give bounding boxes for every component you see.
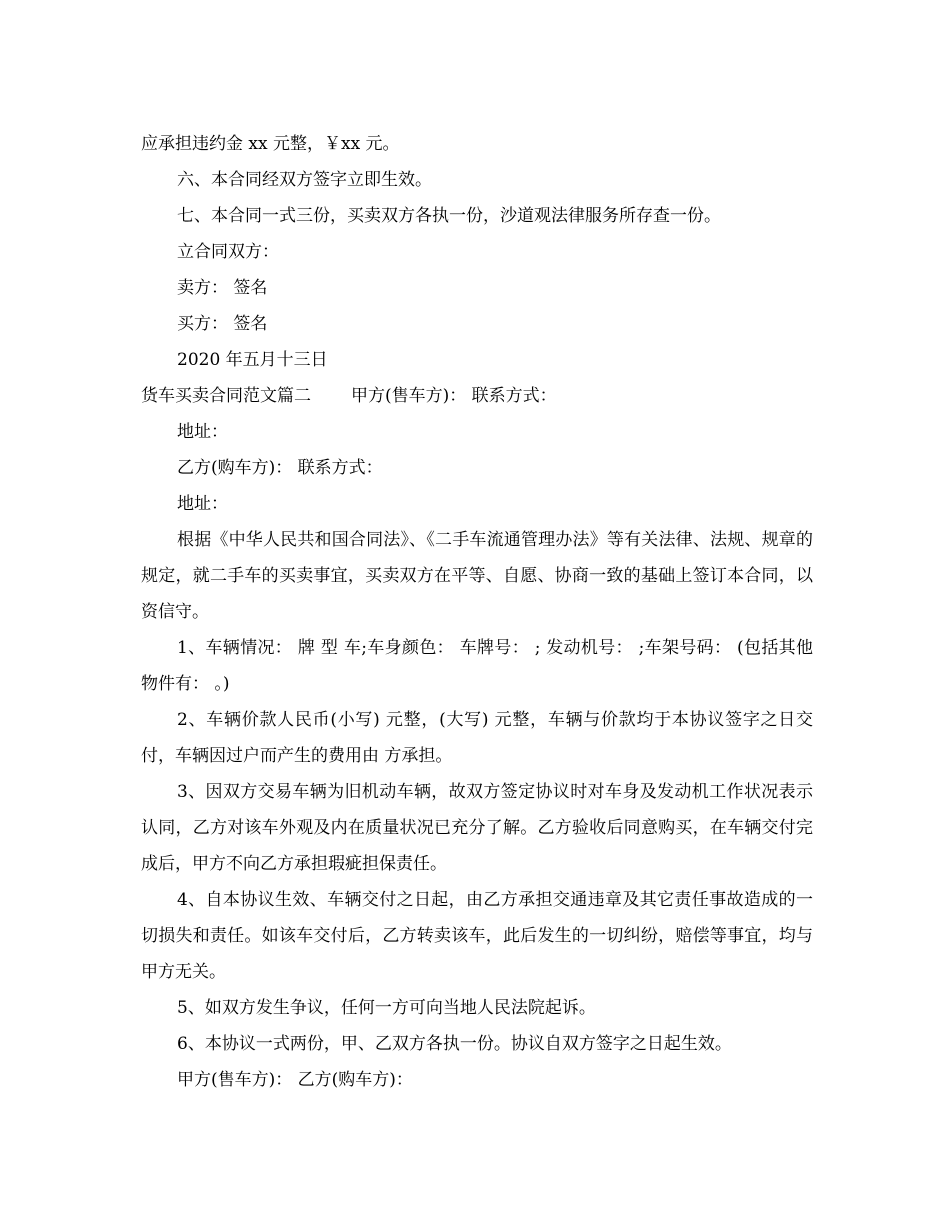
clause-six: 六、本合同经双方签字立即生效。 [177,170,432,190]
clause-1-paragraph: 1、车辆情况： 牌 型 车;车身颜色： 车牌号： ; 发动机号： ;车架号码： (包括其他物件有： 。) [141,638,813,694]
clause-2-paragraph: 2、车辆价款人民币(小写) 元整，(大写) 元整，车辆与价款均于本协议签字之日交付，车辆因过户而产生的费用由 方承担。 [141,710,813,766]
contract-date: 2020 年五月十三日 [177,350,328,370]
text-line: 应承担违约金 xx 元整，￥xx 元。 [141,134,400,154]
party-b-address: 地址： [177,494,228,514]
seller-signature-line: 卖方： 签名 [177,278,268,298]
clause-seven: 七、本合同一式三份，买卖双方各执一份，沙道观法律服务所存查一份。 [177,206,721,226]
buyer-signature-line: 买方： 签名 [177,314,268,334]
clause-4-paragraph: 4、自本协议生效、车辆交付之日起，由乙方承担交通违章及其它责任事故造成的一切损失和责任。如该车交付后，乙方转卖该车，此后发生的一切纠纷，赔偿等事宜，均与甲方无关。 [141,890,813,982]
parties-label: 立合同双方： [177,242,279,262]
clause-6-paragraph: 6、本协议一式两份，甲、乙双方各执一份。协议自双方签字之日起生效。 [177,1034,732,1054]
preamble-paragraph: 根据《中华人民共和国合同法》、《二手车流通管理办法》等有关法律、法规、规章的规定，就二手车的买卖事宜，买卖双方在平等、自愿、协商一致的基础上签订本合同，以资信守。 [141,530,813,622]
section-heading-row [141,378,813,414]
section-heading: 货车买卖合同范文篇二 [141,386,311,406]
document-body [141,126,813,1098]
clause-3-paragraph: 3、因双方交易车辆为旧机动车辆，故双方签定协议时对车身及发动机工作状况表示认同，乙方对该车外观及内在质量状况已充分了解。乙方验收后同意购买，在车辆交付完成后，甲方不向乙方承担瑕疵担保责任。 [141,782,813,874]
party-b-header: 乙方(购车方)： 联系方式： [177,458,383,478]
party-a-address: 地址： [177,422,228,442]
closing-signature-line: 甲方(售车方)： 乙方(购车方)： [177,1070,413,1090]
clause-5-paragraph: 5、如双方发生争议，任何一方可向当地人民法院起诉。 [177,998,596,1018]
party-a-header: 甲方(售车方)： 联系方式： [351,386,557,406]
